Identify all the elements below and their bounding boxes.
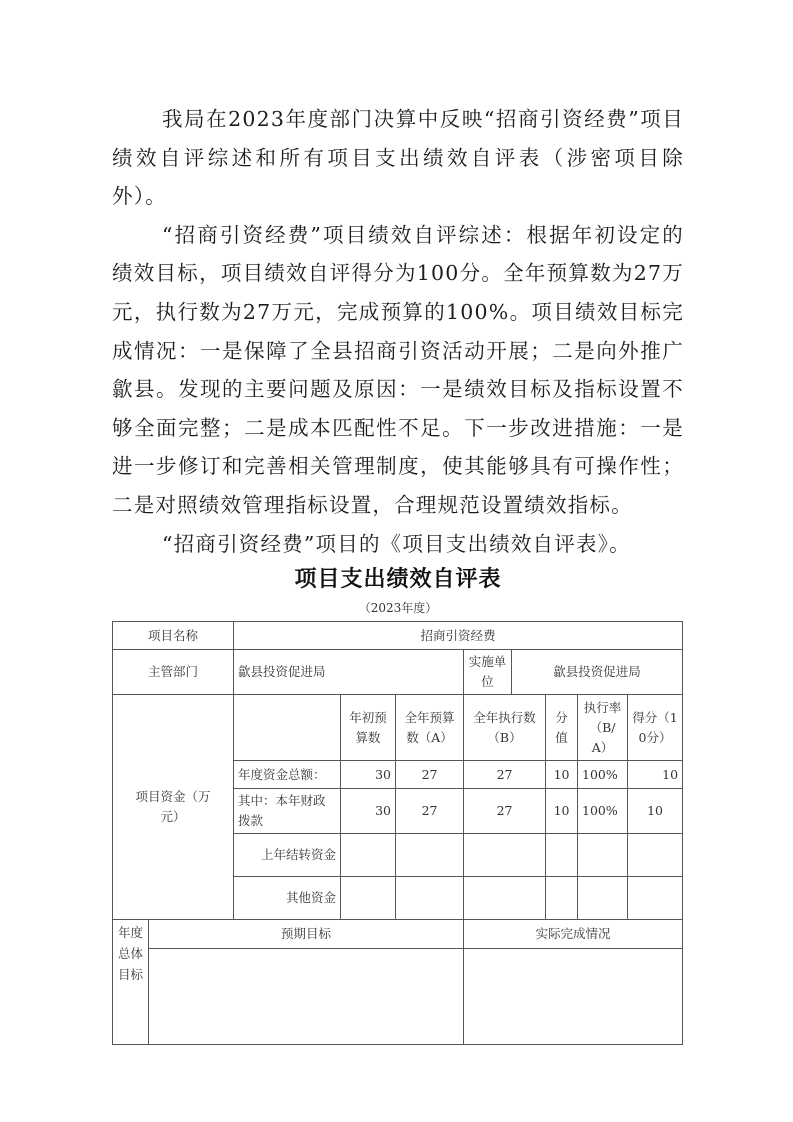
expected-goal-content (149, 949, 464, 1045)
cell-weight: 10 (546, 761, 578, 789)
header-budget: 全年预算数（A） (396, 695, 464, 761)
dept-value: 歙县投资促进局 (234, 650, 464, 695)
cell-executed: 27 (464, 789, 546, 834)
cell-weight (546, 877, 578, 920)
cell-initial: 30 (341, 761, 396, 789)
annual-goals-label: 年度总体目标 (113, 920, 149, 1045)
table-subtitle: （2023年度） (358, 601, 438, 616)
summary-paragraph: “招商引资经费”项目绩效自评综述：根据年初设定的绩效目标，项目绩效自评得分为100分。全年预算数为27万元，执行数为27万元，完成预算的100%。项目绩效目标完成情况：一是保障了全县招商引资活动开展；二是向外推广歙县。发现的主要问题及原因：一是绩效目标及指标设置不够全面完整；二是成本匹配性不足。下一步改进措施：一是进一步修订和完善相关管理制度，使其能够具有可操作性；二是对照绩效管理指标设置，合理规范设置绩效指标。 (112, 222, 684, 517)
cell-initial (341, 834, 396, 877)
header-rate: 执行率（B/A） (578, 695, 628, 761)
project-name-value: 招商引资经费 (234, 622, 683, 650)
actual-completion-content (464, 949, 683, 1045)
header-initial: 年初预算数 (341, 695, 396, 761)
cell-rate: 100% (578, 789, 628, 834)
header-score: 得分（10分） (628, 695, 683, 761)
cell-initial (341, 877, 396, 920)
project-name-label: 项目名称 (113, 622, 234, 650)
impl-value: 歙县投资促进局 (512, 650, 683, 695)
row-label: 年度资金总额： (234, 761, 341, 789)
row-label: 其中：本年财政拨款 (234, 789, 341, 834)
cell-budget: 27 (396, 761, 464, 789)
impl-label: 实施单位 (464, 650, 512, 695)
cell-budget (396, 877, 464, 920)
cell-executed: 27 (464, 761, 546, 789)
funds-header-row (113, 695, 683, 761)
cell-weight (546, 834, 578, 877)
cell-rate (578, 834, 628, 877)
project-name-row (113, 622, 683, 650)
funds-header-blank (234, 695, 341, 761)
header-executed: 全年执行数（B） (464, 695, 546, 761)
row-label: 其他资金 (234, 877, 341, 920)
goals-header-row (113, 920, 683, 949)
department-row (113, 650, 683, 695)
row-label: 上年结转资金 (234, 834, 341, 877)
actual-completion-header: 实际完成情况 (464, 920, 683, 949)
cell-rate (578, 877, 628, 920)
performance-table (112, 621, 683, 1045)
cell-score (628, 834, 683, 877)
cell-budget: 27 (396, 789, 464, 834)
cell-initial: 30 (341, 789, 396, 834)
expected-goal-header: 预期目标 (149, 920, 464, 949)
header-weight: 分值 (546, 695, 578, 761)
cell-executed (464, 834, 546, 877)
intro-paragraph: 我局在2023年度部门决算中反映“招商引资经费”项目绩效自评综述和所有项目支出绩效自评表（涉密项目除外）。 (112, 107, 684, 209)
cell-score: 10 (628, 789, 683, 834)
dept-label: 主管部门 (113, 650, 234, 695)
cell-score: 10 (628, 761, 683, 789)
cell-budget (396, 834, 464, 877)
cell-score (628, 877, 683, 920)
document-column (112, 0, 684, 1085)
cell-executed (464, 877, 546, 920)
table-reference-paragraph: “招商引资经费”项目的《项目支出绩效自评表》。 (162, 531, 631, 556)
funds-label: 项目资金（万元） (113, 695, 234, 920)
goals-content-row (113, 949, 683, 1045)
cell-weight: 10 (546, 789, 578, 834)
cell-rate: 100% (578, 761, 628, 789)
table-title: 项目支出绩效自评表 (294, 567, 502, 593)
